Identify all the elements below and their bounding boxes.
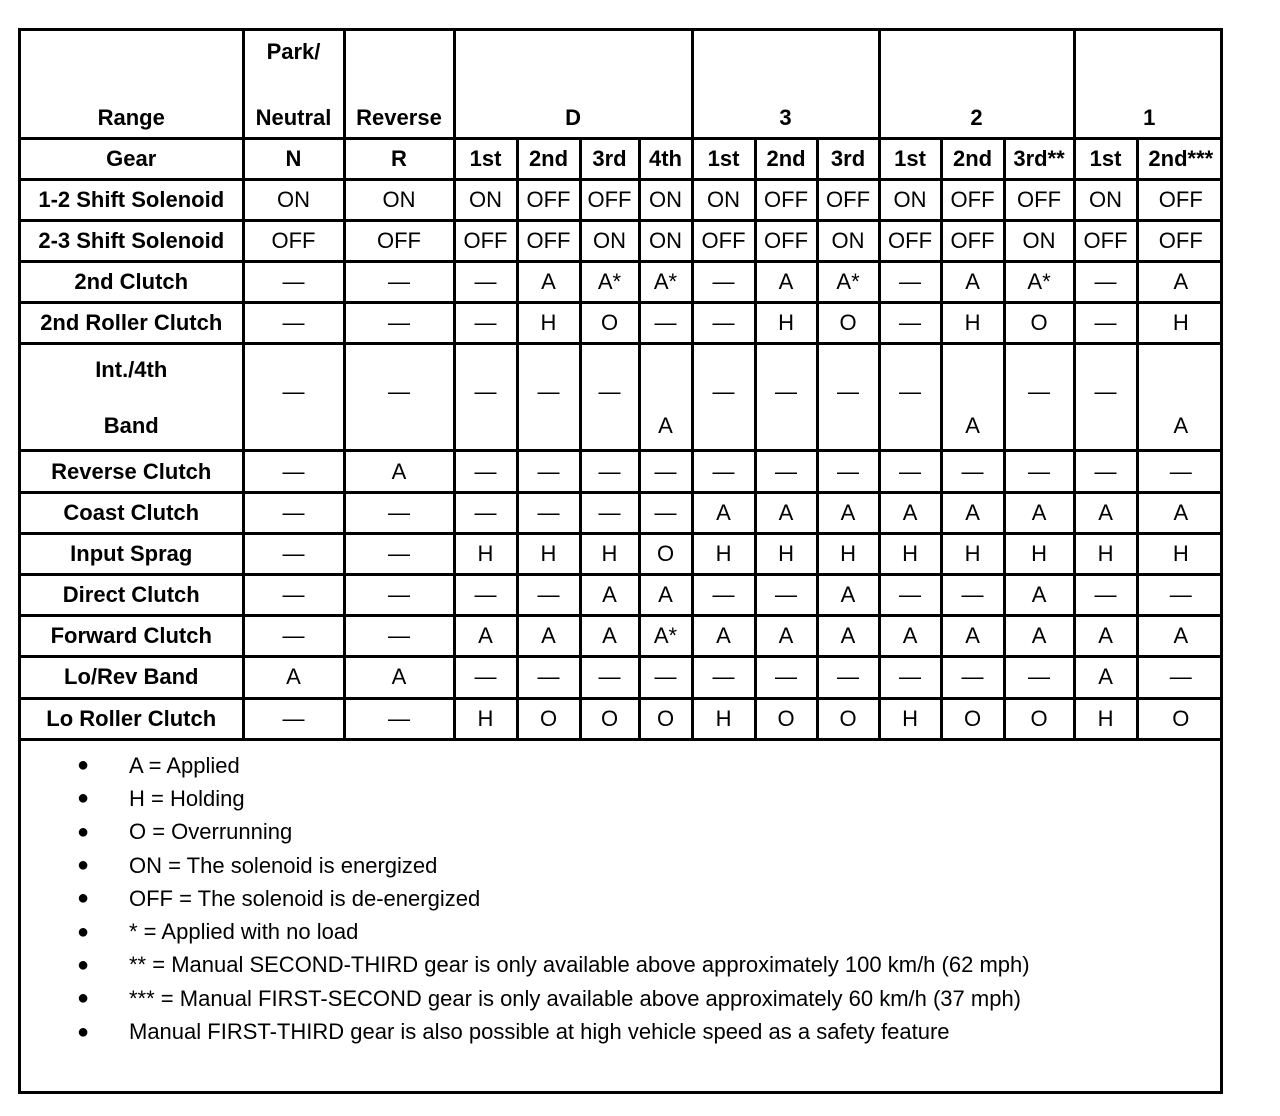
table-row: [21, 451, 1223, 492]
table-cell: —: [344, 492, 454, 533]
table-cell: A: [1074, 616, 1137, 657]
table-cell: —: [1074, 303, 1137, 344]
table-cell: —: [755, 451, 817, 492]
legend-item: [21, 816, 1220, 849]
table-row: [21, 533, 1223, 574]
cell-upper-value: —: [282, 379, 305, 405]
legend-list: [21, 749, 1220, 1049]
table-row-int-4th-band: [21, 344, 1223, 451]
row-label: Input Sprag: [21, 533, 243, 574]
table-cell: H: [692, 698, 755, 739]
bullet-icon: ●: [77, 987, 90, 1010]
cell-upper-value: —: [537, 379, 560, 405]
table-cell: O: [1004, 698, 1074, 739]
bullet-icon: ●: [77, 1020, 90, 1043]
legend-text: ** = Manual SECOND-THIRD gear is only available above approximately 100 km/h (62 mph): [129, 952, 1030, 978]
table-row: [21, 657, 1223, 698]
table-cell: A*: [639, 616, 692, 657]
row-label: Coast Clutch: [21, 492, 243, 533]
table-cell: —: [879, 451, 941, 492]
table-cell: A: [941, 262, 1004, 303]
table-cell: OFF: [517, 220, 580, 261]
legend-text: H = Holding: [129, 785, 245, 811]
table-cell: ON: [817, 220, 879, 261]
table-row: [21, 179, 1223, 220]
table-cell: A: [1074, 657, 1137, 698]
cell-upper-value: —: [474, 379, 497, 405]
legend-item: [21, 782, 1220, 815]
table-cell: O: [1137, 698, 1223, 739]
table-cell: O: [580, 698, 639, 739]
table-cell: OFF: [755, 179, 817, 220]
table-cell: OFF: [879, 220, 941, 261]
table-cell: H: [454, 533, 517, 574]
table-cell: —: [692, 303, 755, 344]
table-cell: —: [755, 657, 817, 698]
table-cell: —: [1004, 451, 1074, 492]
row-label: 2nd Roller Clutch: [21, 303, 243, 344]
gear-cell: 3rd: [817, 138, 879, 179]
table-cell: A: [1137, 492, 1223, 533]
table-cell: O: [580, 303, 639, 344]
table-cell: ON: [692, 179, 755, 220]
table-cell: —: [517, 451, 580, 492]
table-cell: A*: [817, 262, 879, 303]
legend-item: [21, 1015, 1220, 1048]
table-cell: —: [580, 451, 639, 492]
bullet-icon: ●: [77, 887, 90, 910]
table-row: [21, 698, 1223, 739]
table-cell: —: [454, 303, 517, 344]
table-cell: OFF: [1137, 179, 1223, 220]
table-cell: ON: [1004, 220, 1074, 261]
table-row: [21, 262, 1223, 303]
legend-text: OFF = The solenoid is de-energized: [129, 885, 481, 911]
table-cell: O: [817, 698, 879, 739]
table-cell: OFF: [1137, 220, 1223, 261]
table-cell: [454, 344, 517, 451]
table-cell: H: [1004, 533, 1074, 574]
table-cell: H: [941, 303, 1004, 344]
table-cell: A: [454, 616, 517, 657]
table-cell: [692, 344, 755, 451]
table-cell: H: [517, 533, 580, 574]
table-cell: A: [817, 616, 879, 657]
gear-cell: 2nd: [941, 138, 1004, 179]
table-cell: H: [755, 303, 817, 344]
gear-cell: 1st: [692, 138, 755, 179]
table-cell: —: [941, 575, 1004, 616]
table-cell: —: [692, 575, 755, 616]
table-cell: —: [1074, 262, 1137, 303]
row-label: Direct Clutch: [21, 575, 243, 616]
table-cell: A: [692, 616, 755, 657]
cell-lower-value: [819, 415, 878, 439]
table-cell: H: [817, 533, 879, 574]
table-cell: A: [243, 657, 344, 698]
legend-text: ON = The solenoid is energized: [129, 852, 438, 878]
table-cell: A: [1137, 262, 1223, 303]
table-cell: ON: [580, 220, 639, 261]
table-cell: —: [755, 575, 817, 616]
table-cell: H: [1074, 698, 1137, 739]
row-label: Lo/Rev Band: [21, 657, 243, 698]
table-cell: [1004, 344, 1074, 451]
table-cell: —: [1137, 657, 1223, 698]
table-cell: ON: [639, 179, 692, 220]
table-row: [21, 303, 1223, 344]
table-row: [21, 616, 1223, 657]
table-cell: H: [580, 533, 639, 574]
table-cell: —: [580, 657, 639, 698]
cell-upper-value: —: [388, 379, 410, 405]
legend-item: [21, 915, 1220, 948]
gear-cell: 2nd: [517, 138, 580, 179]
table-cell: OFF: [1004, 179, 1074, 220]
gear-cell: 2nd***: [1137, 138, 1223, 179]
table-cell: —: [243, 616, 344, 657]
cell-upper-value: —: [775, 379, 798, 405]
range-label: Range: [21, 31, 243, 138]
table-cell: O: [817, 303, 879, 344]
cell-lower-value: A: [658, 413, 673, 439]
table-cell: OFF: [941, 220, 1004, 261]
table-cell: [1074, 344, 1137, 451]
table-cell: ON: [243, 179, 344, 220]
table-cell: H: [1137, 533, 1223, 574]
gear-label: Gear: [21, 138, 243, 179]
table-cell: [817, 344, 879, 451]
cell-lower-value: [1006, 415, 1073, 439]
range-1-header: 1: [1074, 31, 1223, 138]
table-cell: —: [344, 575, 454, 616]
row-label: 2-3 Shift Solenoid: [21, 220, 243, 261]
table-cell: H: [454, 698, 517, 739]
table-cell: OFF: [517, 179, 580, 220]
cell-lower-value: [346, 415, 453, 439]
row-label: 1-2 Shift Solenoid: [21, 179, 243, 220]
table-cell: [941, 344, 1004, 451]
cell-upper-value: —: [598, 379, 621, 405]
table-cell: O: [639, 533, 692, 574]
table-cell: A: [1004, 575, 1074, 616]
table-cell: —: [344, 698, 454, 739]
table-cell: —: [879, 657, 941, 698]
cell-upper-value: —: [712, 379, 735, 405]
table-cell: A: [1004, 616, 1074, 657]
table-cell: O: [639, 698, 692, 739]
table-cell: O: [1004, 303, 1074, 344]
table-cell: —: [243, 262, 344, 303]
table-cell: OFF: [243, 220, 344, 261]
table-cell: H: [879, 698, 941, 739]
table-cell: —: [454, 492, 517, 533]
table-cell: —: [692, 262, 755, 303]
cell-lower-value: A: [1173, 413, 1189, 439]
table-cell: A: [1074, 492, 1137, 533]
table-cell: —: [517, 657, 580, 698]
legend-text: A = Applied: [129, 752, 240, 778]
cell-upper-value: —: [899, 379, 922, 405]
row-label: Lo Roller Clutch: [21, 698, 243, 739]
table-cell: [639, 344, 692, 451]
bullet-icon: ●: [77, 854, 90, 877]
cell-lower-value: [245, 415, 343, 439]
cell-lower-value: [757, 415, 816, 439]
cell-lower-value: [582, 415, 638, 439]
table-cell: OFF: [580, 179, 639, 220]
table-cell: OFF: [817, 179, 879, 220]
cell-lower-value: [881, 415, 940, 439]
gear-cell: 2nd: [755, 138, 817, 179]
row-label: 2nd Clutch: [21, 262, 243, 303]
legend-item: [21, 982, 1220, 1015]
cell-lower-value: [1076, 415, 1136, 439]
table-cell: —: [517, 492, 580, 533]
table-cell: [243, 344, 344, 451]
table-cell: OFF: [692, 220, 755, 261]
row-label-line1: Int./4th: [95, 357, 168, 383]
table-cell: [580, 344, 639, 451]
table-cell: OFF: [344, 220, 454, 261]
table-cell: —: [243, 451, 344, 492]
gear-cell: 1st: [879, 138, 941, 179]
range-2-header: 2: [879, 31, 1074, 138]
cell-upper-value: —: [1094, 379, 1117, 405]
table-cell: A: [941, 492, 1004, 533]
table-cell: ON: [1074, 179, 1137, 220]
table-cell: A: [879, 492, 941, 533]
table-cell: ON: [344, 179, 454, 220]
table-cell: —: [344, 616, 454, 657]
table-cell: A: [755, 616, 817, 657]
table-cell: A: [817, 575, 879, 616]
table-cell: —: [639, 451, 692, 492]
table-cell: H: [1137, 303, 1223, 344]
range-d-header: D: [454, 31, 692, 138]
table-cell: —: [344, 262, 454, 303]
table-cell: —: [580, 492, 639, 533]
legend-item: [21, 849, 1220, 882]
cell-lower-value: [694, 415, 754, 439]
table-cell: O: [941, 698, 1004, 739]
table-cell: —: [243, 698, 344, 739]
table-cell: —: [817, 451, 879, 492]
table-cell: A: [755, 262, 817, 303]
legend-item: [21, 882, 1220, 915]
table-cell: —: [344, 303, 454, 344]
table-cell: —: [243, 575, 344, 616]
park-neutral-header: Park/ Neutral: [243, 31, 344, 138]
table-cell: —: [1004, 657, 1074, 698]
table-cell: —: [1074, 575, 1137, 616]
table-cell: A: [580, 616, 639, 657]
table-cell: —: [879, 262, 941, 303]
table-cell: —: [454, 262, 517, 303]
table-cell: —: [454, 575, 517, 616]
bullet-icon: ●: [77, 754, 90, 777]
table-cell: [517, 344, 580, 451]
table-cell: —: [817, 657, 879, 698]
gear-cell: 3rd**: [1004, 138, 1074, 179]
table-cell: [1137, 344, 1223, 451]
table-cell: A: [692, 492, 755, 533]
table-cell: O: [755, 698, 817, 739]
table-cell: ON: [879, 179, 941, 220]
table-cell: A: [344, 451, 454, 492]
legend-text: O = Overrunning: [129, 819, 293, 845]
table-cell: OFF: [941, 179, 1004, 220]
table-cell: A: [517, 262, 580, 303]
table-cell: A: [344, 657, 454, 698]
table-cell: —: [243, 492, 344, 533]
table-cell: —: [1137, 575, 1223, 616]
bullet-icon: ●: [77, 920, 90, 943]
table-cell: —: [1137, 451, 1223, 492]
table-cell: A: [817, 492, 879, 533]
bullet-icon: ●: [77, 787, 90, 810]
table-cell: —: [879, 575, 941, 616]
gear-cell: 3rd: [580, 138, 639, 179]
table-cell: ON: [454, 179, 517, 220]
table-cell: [755, 344, 817, 451]
row-label: Reverse Clutch: [21, 451, 243, 492]
row-label-line2: Band: [103, 413, 159, 439]
table-row: [21, 492, 1223, 533]
table-cell: [879, 344, 941, 451]
bullet-icon: ●: [77, 820, 90, 843]
gear-cell: 1st: [1074, 138, 1137, 179]
table-cell: H: [692, 533, 755, 574]
table-cell: H: [879, 533, 941, 574]
bullet-icon: ●: [77, 953, 90, 976]
table-cell: A: [879, 616, 941, 657]
legend: [21, 749, 1220, 1049]
row-label: [21, 344, 243, 451]
table-cell: OFF: [1074, 220, 1137, 261]
table-cell: A: [1137, 616, 1223, 657]
table-cell: OFF: [454, 220, 517, 261]
table-cell: A: [941, 616, 1004, 657]
table-cell: —: [639, 657, 692, 698]
range-header-row: [21, 31, 1223, 138]
gear-cell: N: [243, 138, 344, 179]
clutch-application-table: [21, 31, 1223, 741]
table-cell: A: [755, 492, 817, 533]
table-cell: —: [1074, 451, 1137, 492]
table-cell: —: [639, 492, 692, 533]
table-cell: —: [243, 533, 344, 574]
table-cell: —: [517, 575, 580, 616]
table-cell: —: [454, 657, 517, 698]
legend-text: Manual FIRST-THIRD gear is also possible at high vehicle speed as a safety feature: [129, 1019, 950, 1045]
table-cell: A: [580, 575, 639, 616]
table-cell: H: [755, 533, 817, 574]
cell-upper-value: —: [837, 379, 860, 405]
table-cell: —: [692, 451, 755, 492]
table-cell: A*: [1004, 262, 1074, 303]
table-cell: H: [941, 533, 1004, 574]
legend-item: [21, 749, 1220, 782]
table-cell: ON: [639, 220, 692, 261]
table-cell: A*: [580, 262, 639, 303]
legend-text: * = Applied with no load: [129, 919, 359, 945]
gear-cell: R: [344, 138, 454, 179]
reverse-header: Reverse: [344, 31, 454, 138]
legend-text: *** = Manual FIRST-SECOND gear is only available above approximately 60 km/h (37 mph): [129, 985, 1022, 1011]
shift-application-chart: [18, 28, 1223, 1094]
table-cell: A*: [639, 262, 692, 303]
table-cell: OFF: [755, 220, 817, 261]
table-cell: —: [243, 303, 344, 344]
table-cell: —: [639, 303, 692, 344]
gear-cell: 4th: [639, 138, 692, 179]
table-cell: —: [941, 657, 1004, 698]
table-cell: A: [1004, 492, 1074, 533]
table-cell: —: [692, 657, 755, 698]
table-cell: H: [1074, 533, 1137, 574]
cell-lower-value: A: [965, 413, 980, 439]
table-row: [21, 575, 1223, 616]
table-cell: —: [879, 303, 941, 344]
cell-upper-value: —: [1028, 379, 1051, 405]
gear-row: [21, 138, 1223, 179]
cell-lower-value: [456, 415, 516, 439]
table-cell: —: [941, 451, 1004, 492]
table-cell: A: [517, 616, 580, 657]
table-cell: A: [639, 575, 692, 616]
row-label: Forward Clutch: [21, 616, 243, 657]
cell-lower-value: [519, 415, 579, 439]
table-cell: —: [454, 451, 517, 492]
range-3-header: 3: [692, 31, 879, 138]
table-row: [21, 220, 1223, 261]
table-cell: O: [517, 698, 580, 739]
table-cell: [344, 344, 454, 451]
gear-cell: 1st: [454, 138, 517, 179]
table-cell: —: [344, 533, 454, 574]
table-cell: H: [517, 303, 580, 344]
legend-item: [21, 949, 1220, 982]
